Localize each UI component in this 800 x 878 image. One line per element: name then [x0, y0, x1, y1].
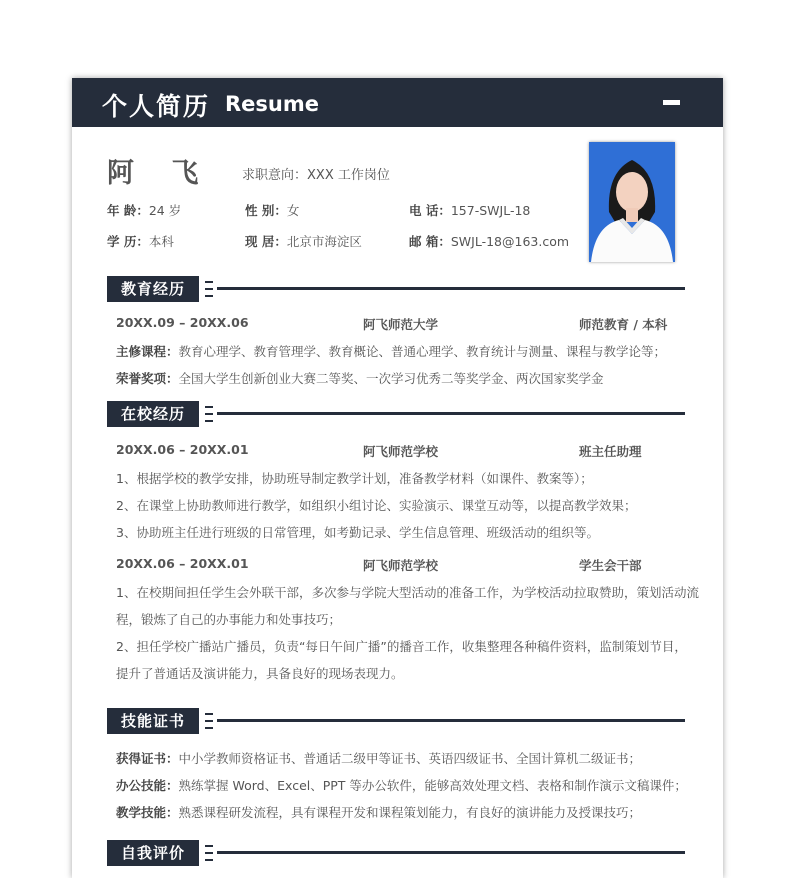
section-title: 在校经历 [107, 401, 199, 427]
phone-label: 电 话： [409, 203, 451, 218]
intent-label: 求职意向： [242, 168, 308, 183]
edu-school: 阿飞师范大学 [363, 317, 439, 332]
exp2-org: 阿飞师范学校 [363, 558, 439, 573]
job-intent [242, 164, 390, 183]
exp1-org: 阿飞师范学校 [363, 444, 439, 459]
exp2-period: 20XX.06 – 20XX.01 [116, 556, 249, 571]
section-rule [217, 412, 685, 415]
email-label: 邮 箱： [409, 234, 451, 249]
email-value: SWJL-18@163.com [450, 234, 570, 249]
exp1-role: 班主任助理 [579, 444, 642, 459]
info-gender [245, 201, 299, 219]
cert-value: 中小学教师资格证书、普通话二级甲等证书、英语四级证书、全国计算机二级证书； [178, 751, 642, 766]
exp2-line: 2、担任学校广播站广播员，负责“每日午间广播”的播音工作，收集整理各种稿件资料，监制策划节目， [116, 639, 687, 654]
title-en: Resume [225, 92, 319, 116]
info-phone [409, 201, 530, 219]
phone-value: 157-SWJL-18 [450, 203, 531, 218]
minus-icon[interactable] [663, 100, 680, 105]
header-bar [72, 78, 723, 127]
section-education [107, 276, 685, 302]
education-row [116, 315, 676, 330]
edu-period: 20XX.09 – 20XX.06 [116, 315, 249, 330]
campus-row-2 [116, 556, 676, 571]
address-value: 北京市海淀区 [286, 234, 362, 249]
courses-value: 教育心理学、教育管理学、教育概论、普通心理学、教育统计与测量、课程与教学论等； [178, 344, 667, 359]
section-self-eval [107, 840, 685, 866]
gender-value: 女 [286, 203, 300, 218]
section-rule [217, 287, 685, 290]
cert-label: 获得证书： [116, 751, 179, 766]
cert-line [116, 749, 686, 767]
person-name: 阿 飞 [107, 158, 213, 189]
exp2-line: 程，锻炼了自己的办事能力和处事技巧； [116, 612, 342, 627]
portrait-image [589, 142, 675, 262]
exp1-line: 2、在课堂上协助教师进行教学，如组织小组讨论、实验演示、课堂互动等，以提高教学效果； [116, 498, 637, 513]
section-skills [107, 708, 685, 734]
campus-row-1 [116, 442, 676, 457]
age-value: 24 岁 [148, 203, 182, 218]
address-label: 现 居： [245, 234, 287, 249]
section-title: 技能证书 [107, 708, 199, 734]
section-title: 自我评价 [107, 840, 199, 866]
age-label: 年 龄： [107, 203, 149, 218]
exp1-line: 1、根据学校的教学安排，协助班导制定教学计划，准备教学材料（如课件、教案等）； [116, 471, 593, 486]
edu-label: 学 历： [107, 234, 149, 249]
edu-major: 师范教育 / 本科 [579, 317, 668, 332]
profile-photo [589, 142, 675, 262]
info-address [245, 232, 362, 250]
edu-value: 本科 [148, 234, 174, 249]
section-campus [107, 401, 685, 427]
exp1-line: 3、协助班主任进行班级的日常管理，如考勤记录、学生信息管理、班级活动的组织等。 [116, 525, 599, 540]
courses-line [116, 342, 686, 360]
teach-label: 教学技能： [116, 805, 179, 820]
resume-sheet [72, 78, 723, 878]
exp2-role: 学生会干部 [579, 558, 642, 573]
title-cn: 个人简历 [102, 92, 211, 121]
office-line [116, 776, 686, 794]
exp1-period: 20XX.06 – 20XX.01 [116, 442, 249, 457]
info-email [409, 232, 569, 250]
awards-label: 荣誉奖项： [116, 371, 179, 386]
awards-line [116, 369, 686, 387]
teach-value: 熟悉课程研发流程，具有课程开发和课程策划能力，有良好的演讲能力及授课技巧； [178, 805, 642, 820]
gender-label: 性 别： [245, 203, 287, 218]
section-rule [217, 719, 685, 722]
exp2-line: 1、在校期间担任学生会外联干部，多次参与学院大型活动的准备工作，为学校活动拉取赞助，策划活动流 [116, 585, 699, 600]
office-label: 办公技能： [116, 778, 179, 793]
info-age [107, 201, 181, 219]
exp2-line: 提升了普通话及演讲能力，具备良好的现场表现力。 [116, 666, 404, 681]
info-education [107, 232, 174, 250]
awards-value: 全国大学生创新创业大赛二等奖、一次学习优秀二等奖学金、两次国家奖学金 [178, 371, 604, 386]
teach-line [116, 803, 686, 821]
section-title: 教育经历 [107, 276, 199, 302]
office-value: 熟练掌握 Word、Excel、PPT 等办公软件，能够高效处理文档、表格和制作演示文稿课件； [178, 778, 687, 793]
courses-label: 主修课程： [116, 344, 179, 359]
intent-value: XXX 工作岗位 [307, 168, 390, 183]
